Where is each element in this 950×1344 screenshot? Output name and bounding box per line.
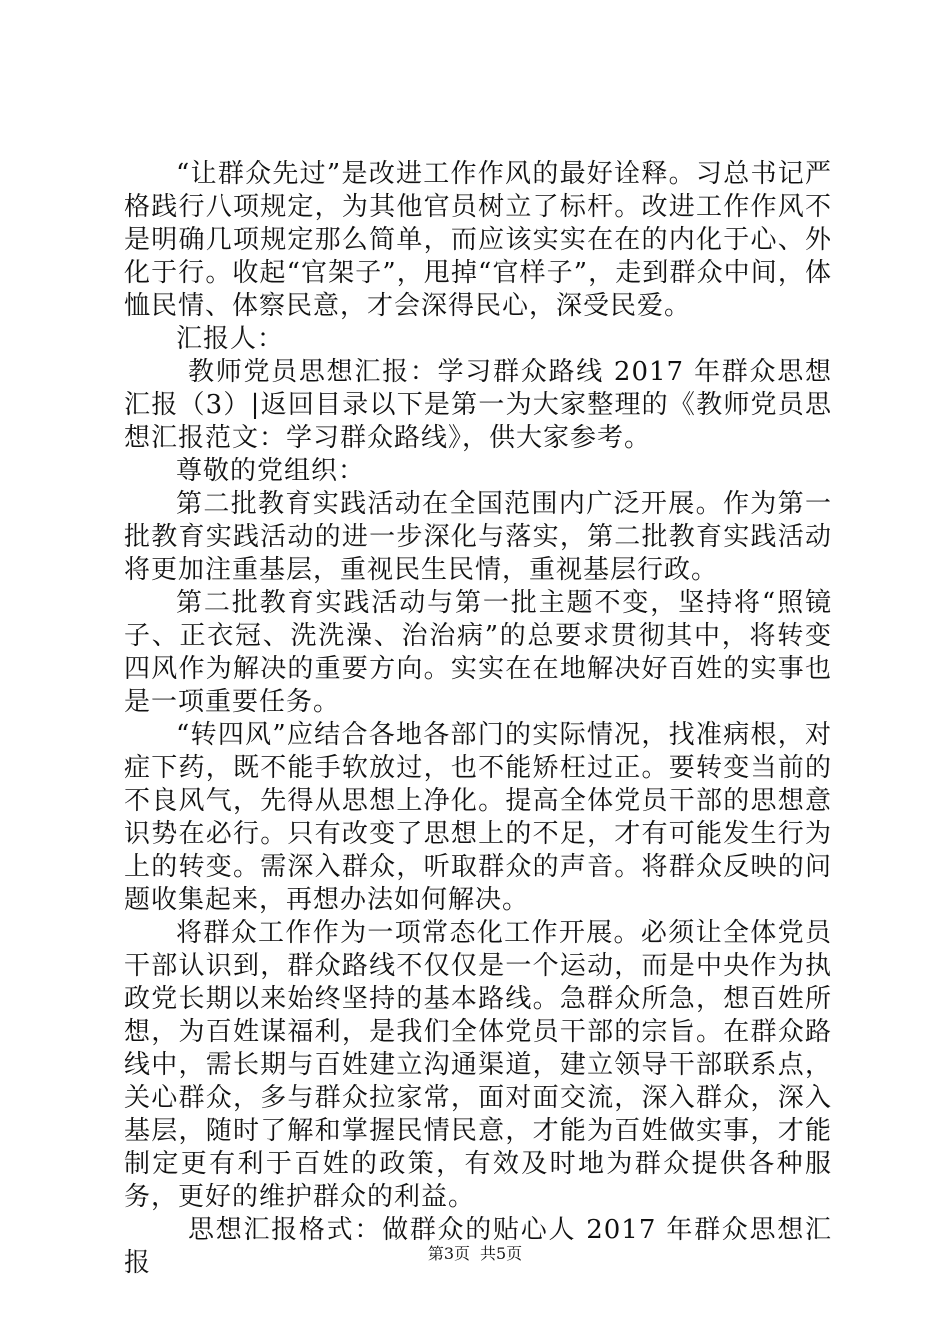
paragraph-mass-work: 将群众工作作为一项常态化工作开展。必须让全体党员干部认识到，群众路线不仅仅是一个运动，而是中央作为执政党长期以来始终坚持的基本路线。急群众所急，想百姓所想，为百姓谋福利，是我们全体党员干部的宗旨。在群众路线中，需长期与百姓建立沟通渠道，建立领导干部联系点，关心群众，多与群众拉家常，面对面交流，深入群众，深入基层，随时了解和掌握民情民意，才能为百姓做实事，才能制定更有利于百姓的政策，有效及时地为群众提供各种服务，更好的维护群众的利益。 xyxy=(124,918,832,1212)
page-total: 共5页 xyxy=(480,1244,523,1263)
document-body xyxy=(124,158,832,1280)
paragraph-work-style: “让群众先过”是改进工作作风的最好诠释。习总书记严格践行八项规定，为其他官员树立了标杆。改进工作作风不是明确几项规定那么简单，而应该实实在在的内化于心、外化于行。收起“官架子”，甩掉“官样子”，走到群众中间，体恤民情、体察民意，才会深得民心，深受民爱。 xyxy=(124,159,832,321)
paragraph-salutation: 尊敬的党组织： xyxy=(176,456,366,486)
paragraph-next-title: 思想汇报格式：做群众的贴心人 2017 年群众思想汇报 xyxy=(124,1215,832,1278)
paragraph-theme: 第二批教育实践活动与第一批主题不变，坚持将“照镜子、正衣冠、洗洗澡、治治病”的总要求贯彻其中，将转变四风作为解决的重要方向。实实在在地解决好百姓的实事也是一项重要任务。 xyxy=(124,588,832,717)
paragraph-second-batch: 第二批教育实践活动在全国范围内广泛开展。作为第一批教育实践活动的进一步深化与落实，第二批教育实践活动将更加注重基层，重视民生民情，重视基层行政。 xyxy=(124,489,832,585)
page-footer xyxy=(0,1244,950,1264)
paragraph-four-styles: “转四风”应结合各地各部门的实际情况，找准病根，对症下药，既不能手软放过，也不能矫枉过正。要转变当前的不良风气，先得从思想上净化。提高全体党员干部的思想意识势在必行。只有改变了思想上的不足，才有可能发生行为上的转变。需深入群众，听取群众的声音。将群众反映的问题收集起来，再想办法如何解决。 xyxy=(124,720,832,915)
paragraph-article-title: 教师党员思想汇报：学习群众路线 2017 年群众思想汇报（3）|返回目录以下是第一为大家整理的《教师党员思想汇报范文：学习群众路线》，供大家参考。 xyxy=(124,357,832,453)
page-number: 第3页 xyxy=(427,1244,470,1263)
paragraph-reporter: 汇报人： xyxy=(176,324,285,354)
